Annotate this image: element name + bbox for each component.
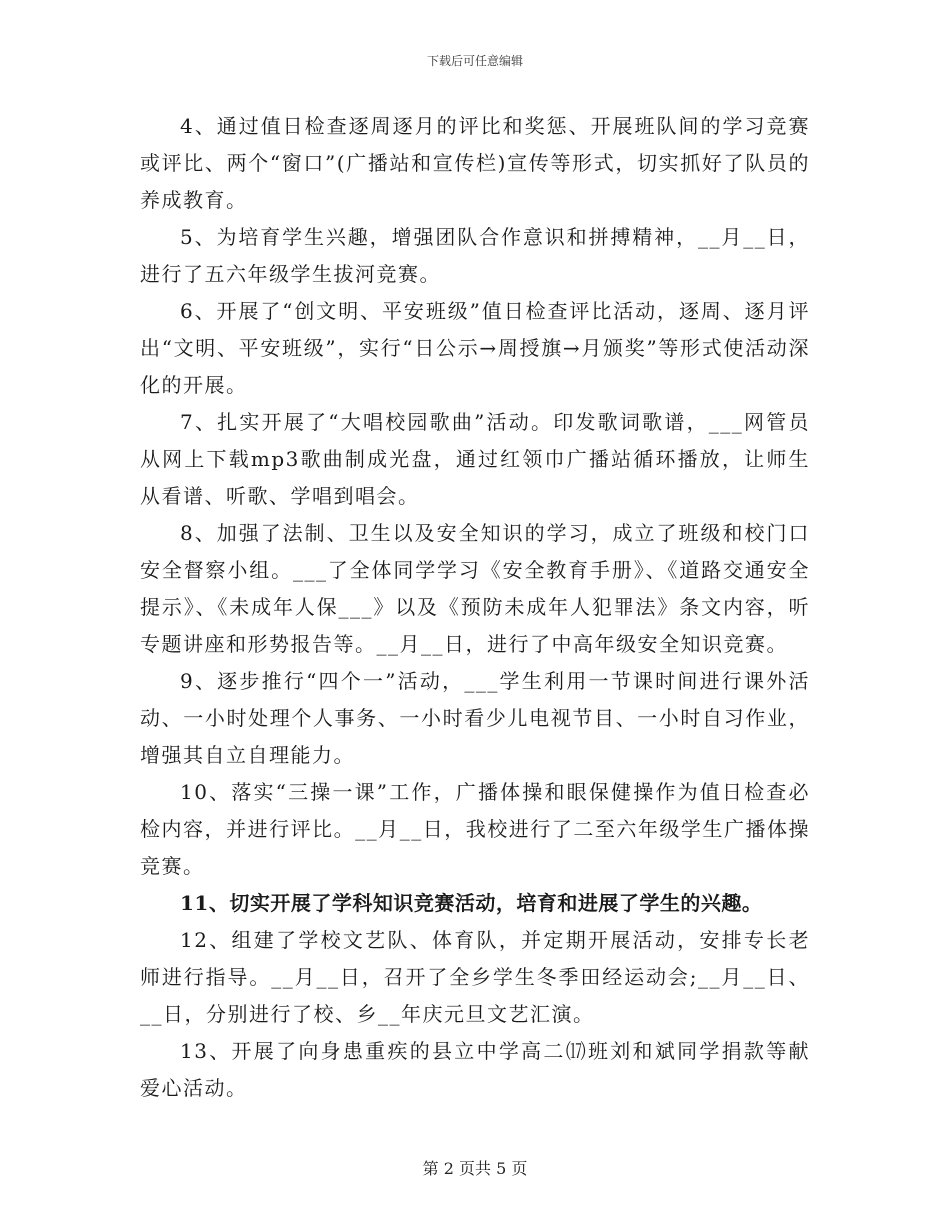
paragraph-10: 10、落实“三操一课”工作，广播体操和眼保健操作为值日检查必检内容，并进行评比。__月__日，我校进行了二至六年级学生广播体操竞赛。 [140,780,810,878]
paragraph-11: 11、切实开展了学科知识竞赛活动，培育和进展了学生的兴趣。 [180,891,763,915]
paragraph-13: 13、开展了向身患重疾的县立中学高二⒄班刘和斌同学捐款等献爱心活动。 [140,1039,810,1100]
page-footer: 第 2 页共 5 页 [422,1159,528,1178]
paragraph-9: 9、逐步推行“四个一”活动，___学生利用一节课时间进行课外活动、一小时处理个人事务、一小时看少儿电视节目、一小时自习作业，增强其自立自理能力。 [140,669,810,767]
paragraph-6: 6、开展了“创文明、平安班级”值日检查评比活动，逐周、逐月评出“文明、平安班级”，实行“日公示→周授旗→月颁奖”等形式使活动深化的开展。 [140,299,810,397]
page-header: 下载后可任意编辑 [426,54,523,68]
paragraph-4: 4、通过值日检查逐周逐月的评比和奖惩、开展班队间的学习竞赛或评比、两个“窗口”(广播站和宣传栏)宣传等形式，切实抓好了队员的养成教育。 [140,114,810,212]
paragraph-12: 12、组建了学校文艺队、体育队，并定期开展活动，安排专长老师进行指导。__月__日，召开了全乡学生冬季田经运动会;__月__日、__日，分别进行了校、乡__年庆元旦文艺汇演。 [140,928,810,1026]
paragraph-5: 5、为培育学生兴趣，增强团队合作意识和拼搏精神，__月__日，进行了五六年级学生拔河竞赛。 [140,225,810,286]
paragraph-8: 8、加强了法制、卫生以及安全知识的学习，成立了班级和校门口安全督察小组。___了全体同学学习《安全教育手册》、《道路交通安全提示》、《未成年人保___》以及《预防未成年人犯罪法》条文内容，听专题讲座和形势报告等。__月__日，进行了中高年级安全知识竞赛。 [140,521,810,656]
paragraph-7: 7、扎实开展了“大唱校园歌曲”活动。印发歌词歌谱，___网管员从网上下载mp3歌曲制成光盘，通过红领巾广播站循环播放，让师生从看谱、听歌、学唱到唱会。 [140,410,810,508]
document-body [140,108,810,1107]
